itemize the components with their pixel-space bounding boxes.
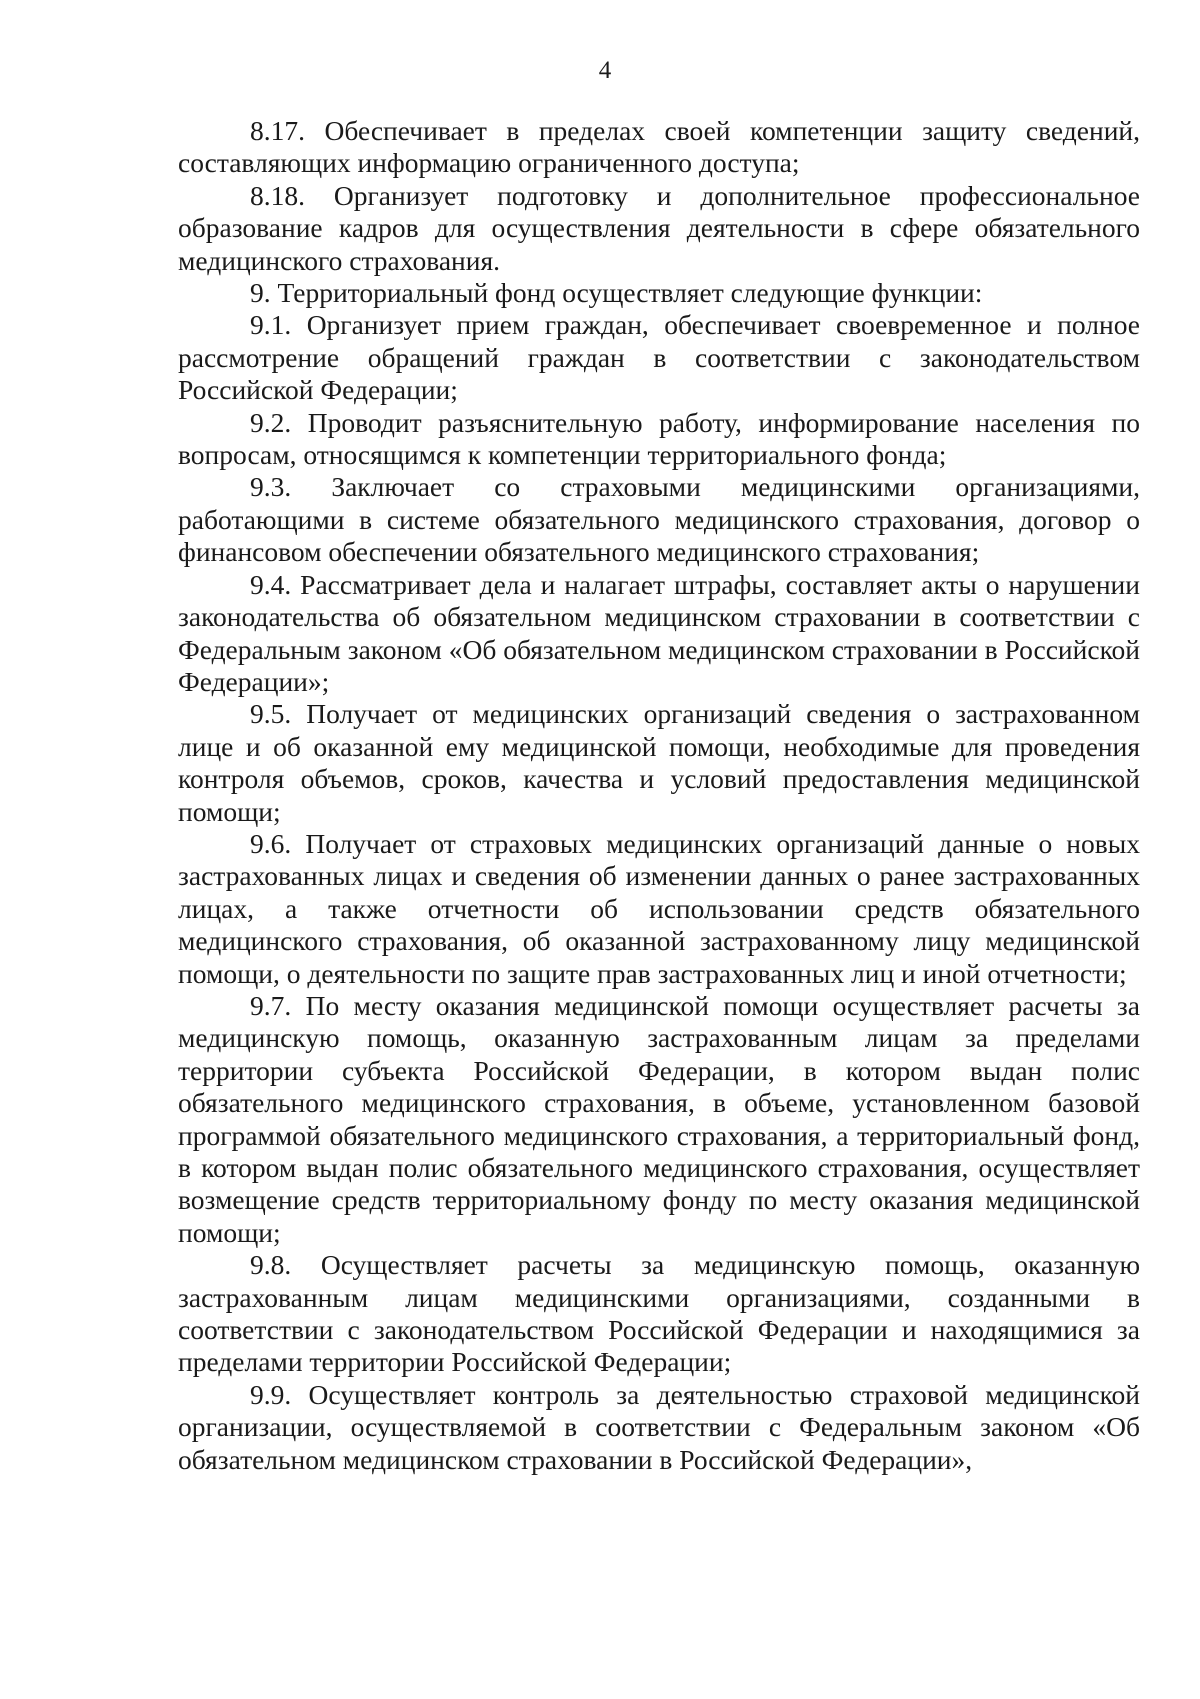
paragraph-9-6: 9.6. Получает от страховых медицинских организаций данные о новых застрахованных лицах и сведения об изменении данных о ранее застрахованных лицах, а также отчетности об использовании средств обязательного медицинского страхования, об оказанной застрахованному лицу медицинской помощи, о деятельности по защите прав застрахованных лиц и иной отчетности;: [178, 827, 1140, 989]
paragraph-9-2: 9.2. Проводит разъяснительную работу, информирование населения по вопросам, относящимся к компетенции территориального фонда;: [178, 406, 1140, 471]
paragraph-9-8: 9.8. Осуществляет расчеты за медицинскую помощь, оказанную застрахованным лицам медицинскими организациями, созданными в соответствии с законодательством Российской Федерации и находящимися за пределами территории Российской Федерации;: [178, 1249, 1140, 1378]
paragraph-9: 9. Территориальный фонд осуществляет следующие функции:: [250, 277, 983, 309]
paragraph-8-18: 8.18. Организует подготовку и дополнительное профессиональное образование кадров для осуществления деятельности в сфере обязательного медицинского страхования.: [178, 179, 1140, 276]
page-number: 4: [598, 57, 612, 84]
paragraph-9-3: 9.3. Заключает со страховыми медицинскими организациями, работающими в системе обязательного медицинского страхования, договор о финансовом обеспечении обязательного медицинского страхования;: [178, 471, 1140, 568]
document-body: [178, 115, 1140, 1476]
paragraph-9-7: 9.7. По месту оказания медицинской помощи осуществляет расчеты за медицинскую помощь, оказанную застрахованным лицам за пределами территории субъекта Российской Федерации, в котором выдан полис обязательного медицинского страхования, в объеме, установленном базовой программой обязательного медицинского страхования, а территориальный фонд, в котором выдан полис обязательного медицинского страхования, осуществляет возмещение средств территориальному фонду по месту оказания медицинской помощи;: [178, 989, 1140, 1248]
paragraph-9-1: 9.1. Организует прием граждан, обеспечивает своевременное и полное рассмотрение обращений граждан в соответствии с законодательством Российской Федерации;: [178, 309, 1140, 406]
paragraph-8-17: 8.17. Обеспечивает в пределах своей компетенции защиту сведений, составляющих информацию ограниченного доступа;: [178, 115, 1140, 179]
paragraph-9-5: 9.5. Получает от медицинских организаций сведения о застрахованном лице и об оказанной ему медицинской помощи, необходимые для проведения контроля объемов, сроков, качества и условий предоставления медицинской помощи;: [178, 698, 1140, 827]
paragraph-9-4: 9.4. Рассматривает дела и налагает штрафы, составляет акты о нарушении законодательства об обязательном медицинском страховании в соответствии с Федеральным законом «Об обязательном медицинском страховании в Российской Федерации»;: [178, 568, 1140, 697]
paragraph-9-9: 9.9. Осуществляет контроль за деятельностью страховой медицинской организации, осуществляемой в соответствии с Федеральным законом «Об обязательном медицинском страховании в Российской Федерации»,: [178, 1378, 1140, 1475]
